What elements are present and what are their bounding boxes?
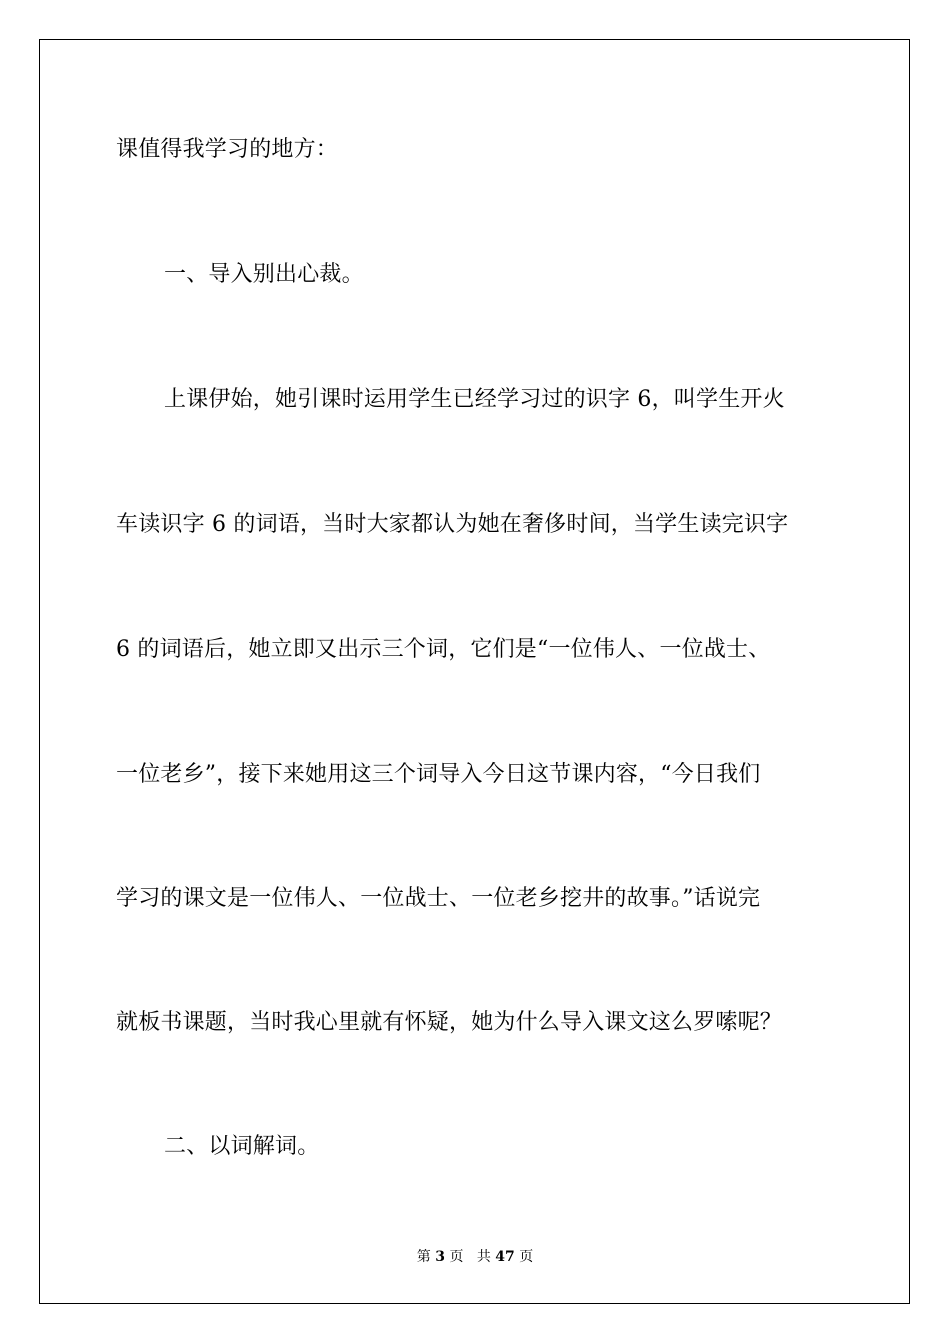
footer-total-prefix: 共 [476,1249,496,1265]
body-text-line: 车读识字 6 的词语，当时大家都认为她在奢侈时间，当学生读完识字 [116,512,789,537]
page-frame [39,39,910,1304]
footer-total-pages: 47 [495,1249,515,1265]
body-text-line: 一位老乡”，接下来她用这三个词导入今日这节课内容，“今日我们 [116,762,761,787]
footer-page-number: 3 [435,1249,445,1265]
section-heading: 一、导入别出心裁。 [164,262,364,287]
body-text-line: 学习的课文是一位伟人、一位战士、一位老乡挖井的故事。”话说完 [116,886,761,911]
footer-page-prefix: 第 [416,1249,436,1265]
page-footer [0,1248,950,1266]
body-text-line: 上课伊始，她引课时运用学生已经学习过的识字 6，叫学生开火 [164,387,785,412]
body-text-line: 课值得我学习的地方： [116,137,339,162]
body-text-line: 6 的词语后，她立即又出示三个词，它们是“一位伟人、一位战士、 [116,637,771,662]
section-heading: 二、以词解词。 [164,1134,320,1159]
footer-page-suffix: 页 [445,1249,464,1265]
footer-total-suffix: 页 [514,1249,534,1265]
body-text-line: 就板书课题，当时我心里就有怀疑，她为什么导入课文这么罗嗦呢？ [116,1010,783,1035]
